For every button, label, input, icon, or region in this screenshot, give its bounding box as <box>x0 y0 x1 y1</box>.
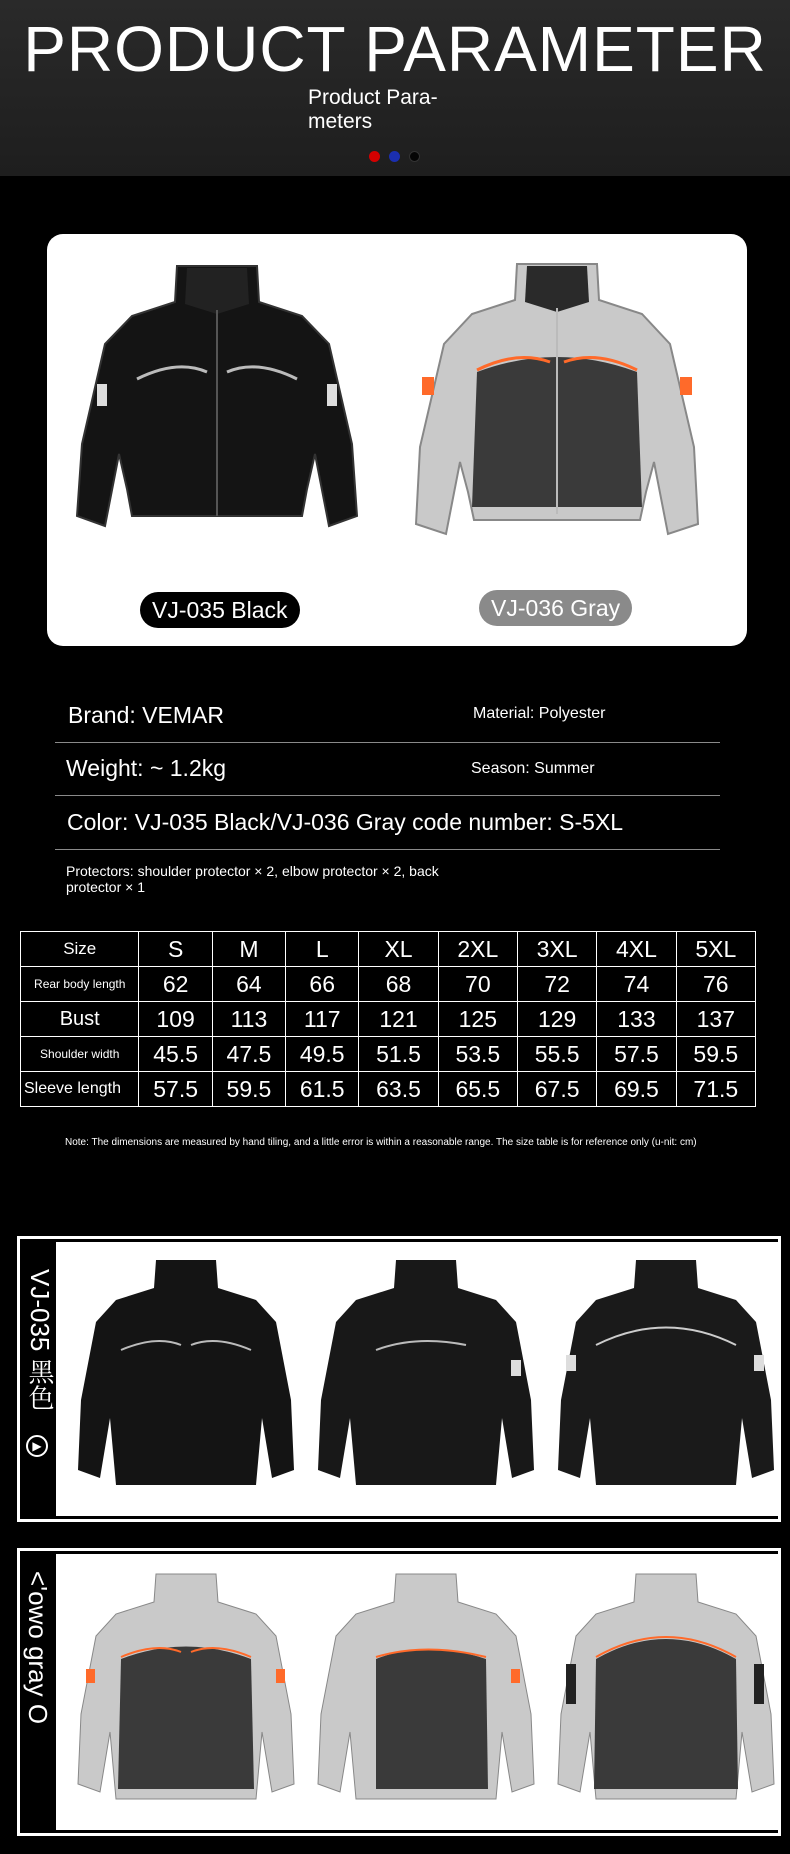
table-cell: 51.5 <box>359 1037 438 1072</box>
table-cell: 74 <box>597 967 676 1002</box>
table-row <box>21 1002 756 1037</box>
row-label: Rear body length <box>21 967 139 1002</box>
divider <box>55 849 720 850</box>
table-cell: 63.5 <box>359 1072 438 1107</box>
table-cell: 113 <box>212 1002 285 1037</box>
season-text: Season: Summer <box>471 760 595 777</box>
table-row <box>21 967 756 1002</box>
table-header-cell: 2XL <box>438 932 517 967</box>
table-cell: 57.5 <box>139 1072 212 1107</box>
brand-text: Brand: VEMAR <box>68 702 224 728</box>
table-cell: 55.5 <box>517 1037 596 1072</box>
material-text: Material: Polyester <box>473 705 606 722</box>
table-cell: 53.5 <box>438 1037 517 1072</box>
table-cell: 64 <box>212 967 285 1002</box>
table-cell: 70 <box>438 967 517 1002</box>
table-cell: 49.5 <box>286 1037 359 1072</box>
table-cell: 109 <box>139 1002 212 1037</box>
table-cell: 117 <box>286 1002 359 1037</box>
table-header-cell: S <box>139 932 212 967</box>
table-cell: 137 <box>676 1002 755 1037</box>
page-title: PRODUCT PARAMETER <box>23 13 767 85</box>
table-cell: 59.5 <box>212 1072 285 1107</box>
gray-product-badge: VJ-036 Gray <box>479 590 632 626</box>
gray-gallery <box>17 1548 781 1836</box>
table-cell: 121 <box>359 1002 438 1037</box>
table-cell: 61.5 <box>286 1072 359 1107</box>
table-header-cell: 3XL <box>517 932 596 967</box>
table-cell: 57.5 <box>597 1037 676 1072</box>
size-note: Note: The dimensions are measured by hand tiling, and a little error is within a reasonable range. The size table is for reference only (u-nit: cm) <box>65 1137 697 1148</box>
table-cell: 129 <box>517 1002 596 1037</box>
table-row <box>21 1072 756 1107</box>
table-header-cell: 4XL <box>597 932 676 967</box>
protectors-text: Protectors: shoulder protector × 2, elbow protector × 2, back protector × 1 <box>66 863 439 895</box>
table-cell: 45.5 <box>139 1037 212 1072</box>
gray-gallery-photo-area <box>56 1554 778 1830</box>
table-cell: 65.5 <box>438 1072 517 1107</box>
black-gallery-photo-area <box>56 1242 778 1516</box>
table-cell: 59.5 <box>676 1037 755 1072</box>
table-cell: 133 <box>597 1002 676 1037</box>
gray-jacket-views-image <box>76 1564 776 1822</box>
table-cell: 125 <box>438 1002 517 1037</box>
table-cell: 76 <box>676 967 755 1002</box>
divider <box>55 742 720 743</box>
table-cell: 71.5 <box>676 1072 755 1107</box>
table-header-cell: L <box>286 932 359 967</box>
table-cell: 62 <box>139 967 212 1002</box>
black-gallery <box>17 1236 781 1522</box>
table-header-row <box>21 932 756 967</box>
black-product-badge: VJ-035 Black <box>140 592 300 628</box>
gray-gallery-label: <'owo gray O <box>23 1571 53 1725</box>
table-header-cell: M <box>212 932 285 967</box>
circle-arrow-icon[interactable]: ▶ <box>26 1435 48 1457</box>
black-dot <box>409 151 420 162</box>
table-cell: 67.5 <box>517 1072 596 1107</box>
table-header-cell: XL <box>359 932 438 967</box>
gray-jacket-image <box>402 252 712 552</box>
table-row <box>21 1037 756 1072</box>
table-cell: 69.5 <box>597 1072 676 1107</box>
row-label: Bust <box>21 1002 139 1037</box>
product-card <box>47 234 747 646</box>
blue-dot <box>389 151 400 162</box>
divider <box>55 795 720 796</box>
row-label: Shoulder width <box>21 1037 139 1072</box>
black-gallery-label: VJ-035 黑色 <box>25 1269 55 1411</box>
header-banner <box>0 0 790 176</box>
table-header-cell: Size <box>21 932 139 967</box>
weight-text: Weight: ~ 1.2kg <box>66 755 227 781</box>
black-jacket-image <box>67 254 367 544</box>
table-cell: 72 <box>517 967 596 1002</box>
red-dot <box>369 151 380 162</box>
color-code-text: Color: VJ-035 Black/VJ-036 Gray code number: S-5XL <box>67 809 624 835</box>
table-header-cell: 5XL <box>676 932 755 967</box>
row-label: Sleeve length <box>21 1072 139 1107</box>
size-table <box>20 931 756 1107</box>
black-jacket-views-image <box>76 1250 776 1508</box>
table-cell: 47.5 <box>212 1037 285 1072</box>
table-cell: 68 <box>359 967 438 1002</box>
table-cell: 66 <box>286 967 359 1002</box>
page-subtitle: Product Para- meters <box>308 86 438 133</box>
